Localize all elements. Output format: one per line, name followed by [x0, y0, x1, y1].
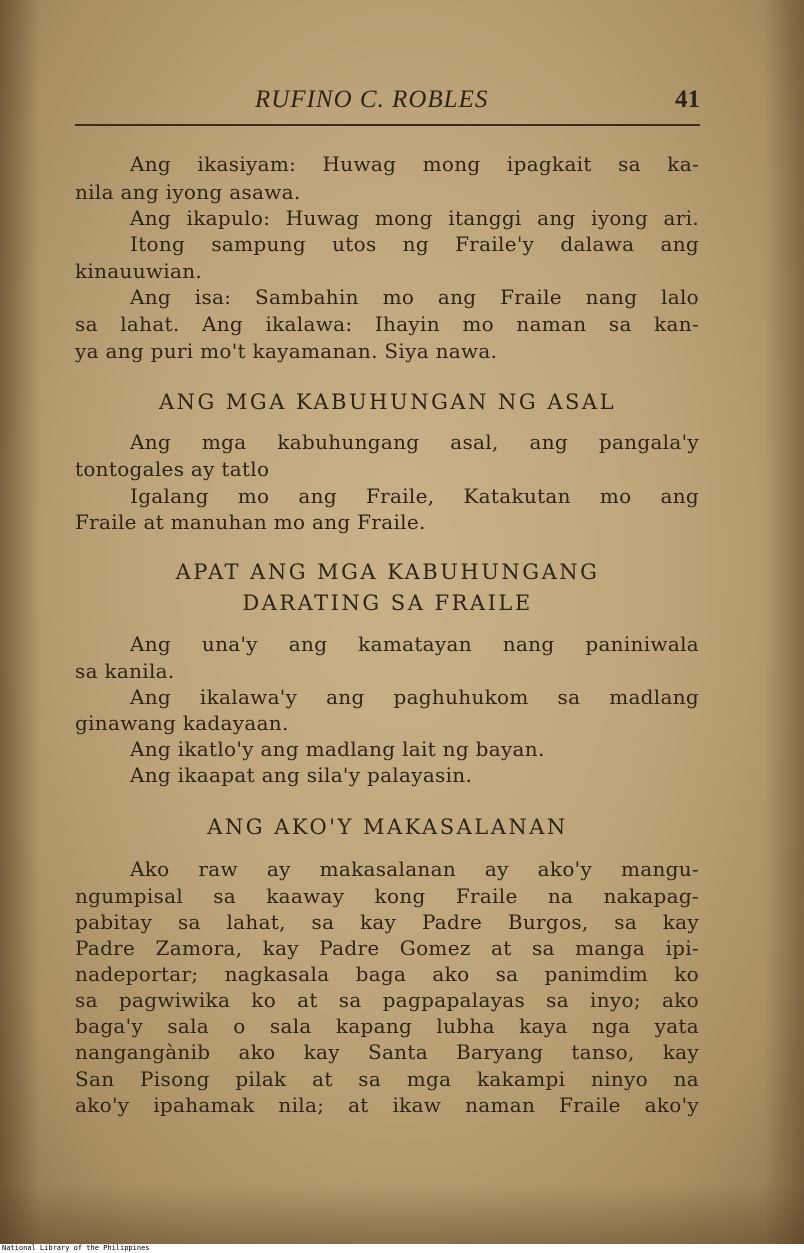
text-line: Ang ikatlo'y ang madlang lait ng bayan.	[130, 737, 545, 761]
section-heading: ANG MGA KABUHUNGAN NG ASAL	[158, 390, 617, 414]
text-line: nangangànib ako kay Santa Baryang tanso, kay	[75, 1040, 699, 1064]
text-line: Ang mga kabuhungang asal, ang pangala'y	[130, 430, 699, 454]
text-line: ya ang puri mo't kayamanan. Siya nawa.	[75, 339, 498, 363]
text-line: kinauuwian.	[75, 259, 203, 283]
text-line: sa lahat. Ang ikalawa: Ihayin mo naman sa kan-	[75, 312, 699, 336]
page-shadow-left	[0, 0, 40, 1244]
footer-credit: National Library of the Philippines	[0, 1244, 804, 1253]
text-line: Ang una'y ang kamatayan nang paniniwala	[130, 632, 699, 656]
text-line: ginawang kadayaan.	[75, 711, 289, 735]
text-line: Ako raw ay makasalanan ay ako'y mangu-	[130, 857, 699, 881]
page-shadow-bottom	[0, 1184, 804, 1244]
text-line: Padre Zamora, kay Padre Gomez at sa manga ipi-	[75, 936, 699, 960]
text-line: Itong sampung utos ng Fraile'y dalawa ang	[130, 232, 699, 256]
header-rule	[75, 124, 700, 126]
running-head-title: RUFINO C. ROBLES	[255, 86, 489, 113]
text-line: nila ang iyong asawa.	[75, 180, 301, 204]
text-line: pabitay sa lahat, sa kay Padre Burgos, sa kay	[75, 910, 699, 934]
text-line: baga'y sala o sala kapang lubha kaya nga yata	[75, 1014, 699, 1038]
text-line: Ang ikaapat ang sila'y palayasin.	[130, 763, 473, 787]
text-line: nadeportar; nagkasala baga ako sa panimdim ko	[75, 962, 699, 986]
section-heading: ANG AKO'Y MAKASALANAN	[207, 815, 568, 839]
text-line: Ang isa: Sambahin mo ang Fraile nang lalo	[130, 285, 699, 309]
text-line: sa kanila.	[75, 659, 175, 683]
text-line: tontogales ay tatlo	[75, 457, 270, 481]
text-line: ngumpisal sa kaaway kong Fraile na nakapag-	[75, 884, 699, 908]
text-line: ako'y ipahamak nila; at ikaw naman Fraile ako'y	[75, 1093, 699, 1117]
text-line: Igalang mo ang Fraile, Katakutan mo ang	[130, 484, 699, 508]
page-shadow-right	[764, 0, 804, 1244]
section-heading: DARATING SA FRAILE	[242, 591, 533, 615]
text-line: Ang ikalawa'y ang paghuhukom sa madlang	[130, 685, 699, 709]
text-line: Ang ikapulo: Huwag mong itanggi ang iyong ari.	[130, 206, 699, 230]
text-line: Ang ikasiyam: Huwag mong ipagkait sa ka-	[130, 152, 699, 176]
text-line: sa pagwiwika ko at sa pagpapalayas sa inyo; ako	[75, 988, 699, 1012]
text-line: San Pisong pilak at sa mga kakampi ninyo na	[75, 1067, 699, 1091]
page-number: 41	[675, 86, 700, 113]
text-line: Fraile at manuhan mo ang Fraile.	[75, 510, 426, 534]
section-heading: APAT ANG MGA KABUHUNGANG	[175, 560, 600, 584]
running-head	[75, 86, 700, 122]
